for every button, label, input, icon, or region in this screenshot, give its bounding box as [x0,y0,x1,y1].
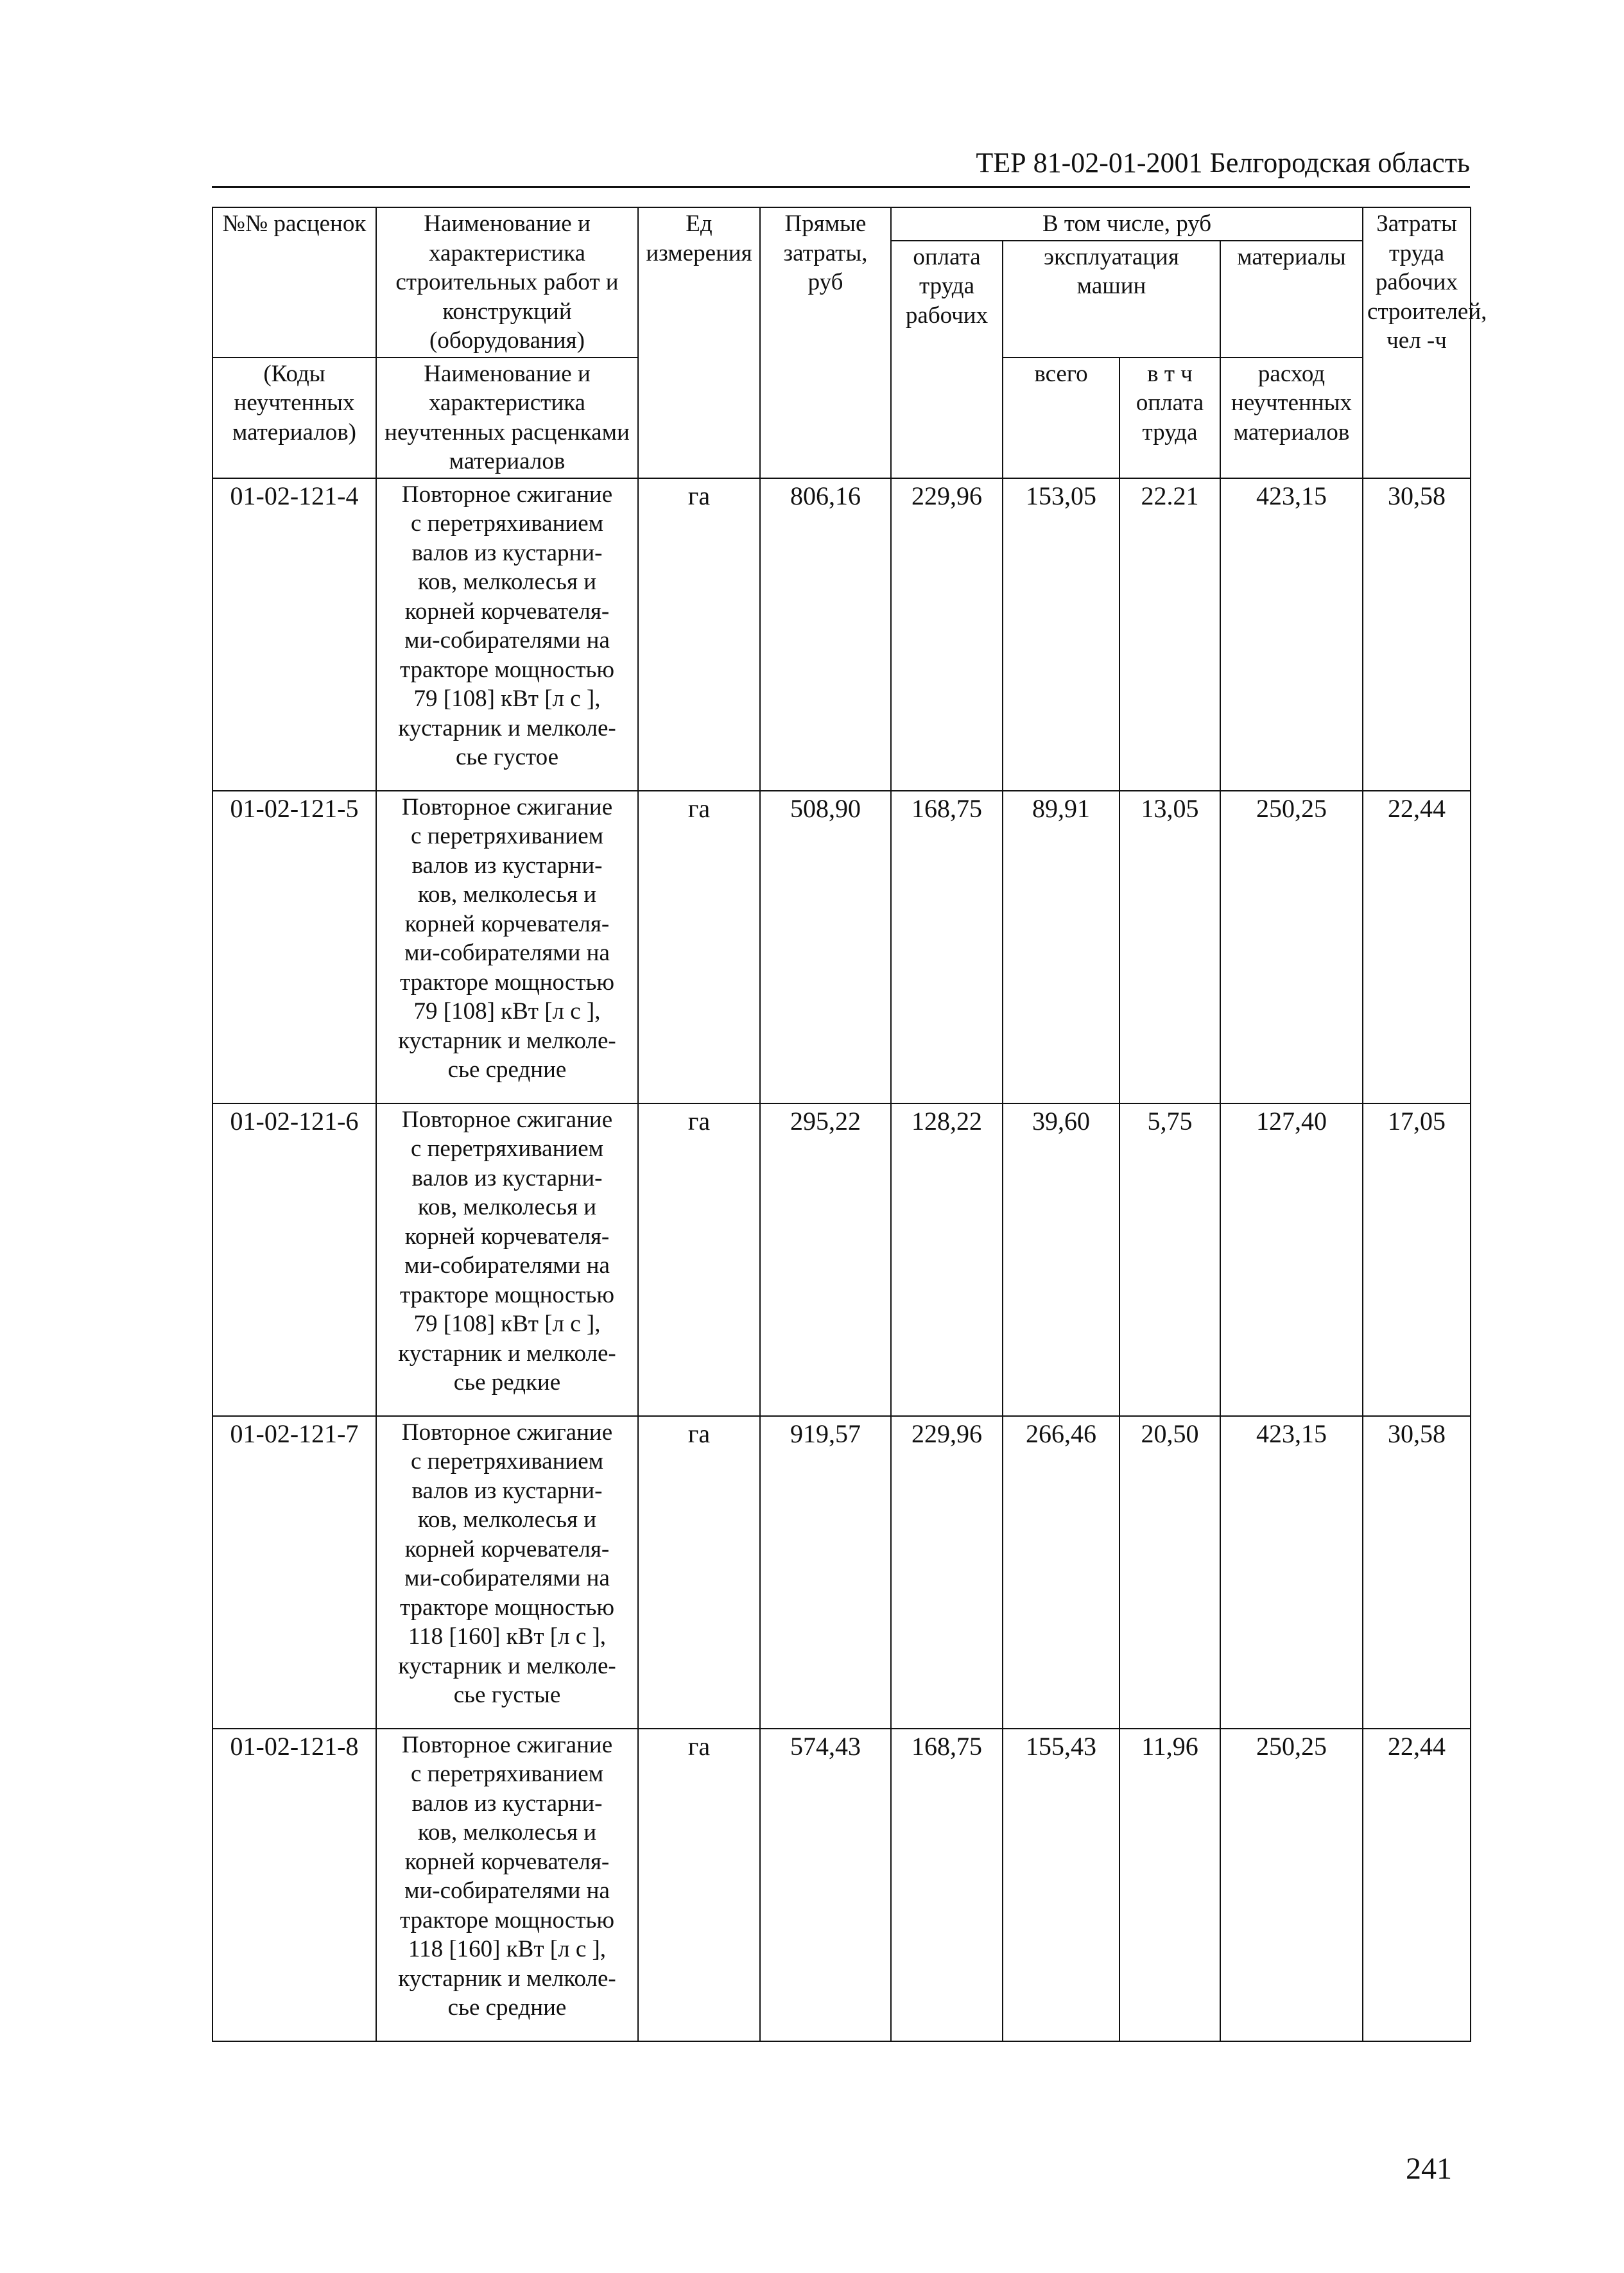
rates-table [212,207,1487,2042]
table-row [212,1103,1471,1416]
rate-direct-cost: 919,57 [760,1416,891,1729]
rate-materials: 250,25 [1220,791,1363,1103]
rate-name-line: Повторное сжигание [401,1106,613,1133]
rate-name-line: корней корчевателя- [404,1848,610,1875]
rate-machines-total: 266,46 [1003,1416,1119,1729]
rate-name-line: ми-собирателями на [404,1565,610,1591]
rate-labor: 22,44 [1363,791,1471,1103]
table-body [212,478,1471,2041]
header-code: №№ расценок [212,207,376,358]
rate-unit: га [638,1416,760,1729]
rate-name-line: сье густые [453,1682,561,1708]
rate-name-line: корней корчевателя- [404,910,610,937]
rate-machines-wages: 11,96 [1119,1729,1220,2041]
rate-name-line: тракторе мощностью [399,1281,615,1308]
rate-name-line: ков, мелколесья и [417,881,597,908]
rate-code: 01-02-121-5 [212,791,376,1103]
header-name: Наименование и характеристика строительных работ и конструкций (оборудования) [376,207,638,358]
rate-name-line: Повторное сжигание [401,793,613,820]
rate-machines-total: 155,43 [1003,1729,1119,2041]
header-machines-total: всего [1003,358,1119,478]
page-number: 241 [1406,2152,1452,2186]
rate-name-line: тракторе мощностью [399,1906,615,1933]
rate-name-line: с перетряхиванием [410,1136,604,1162]
rate-direct-cost: 508,90 [760,791,891,1103]
rate-name-line: с перетряхиванием [410,1761,604,1787]
rate-direct-cost: 806,16 [760,478,891,791]
rate-name-line: с перетряхиванием [410,823,604,849]
header-machines-wages: в т ч оплата труда [1119,358,1220,478]
rate-wages: 128,22 [891,1103,1003,1416]
table-row [212,478,1471,791]
rate-name-line: с перетряхиванием [410,1448,604,1474]
rate-machines-total: 153,05 [1003,478,1119,791]
rate-name-line: Повторное сжигание [401,481,613,508]
rate-name-line: ков, мелколесья и [417,569,597,595]
rate-name-line: кустарник и мелколе- [398,714,616,741]
rate-materials: 127,40 [1220,1103,1363,1416]
header-wages: оплата труда рабочих [891,241,1003,478]
rate-labor: 30,58 [1363,1416,1471,1729]
rate-machines-wages: 22.21 [1119,478,1220,791]
rate-name-line: кустарник и мелколе- [398,1027,616,1054]
rate-name [376,791,638,1103]
rate-machines-wages: 5,75 [1119,1103,1220,1416]
rate-name-line: ми-собирателями на [404,940,610,966]
rate-name-line: ми-собирателями на [404,1252,610,1279]
rate-name-line: валов из кустарни- [411,1164,603,1191]
rate-direct-cost: 295,22 [760,1103,891,1416]
rate-name [376,1103,638,1416]
rate-name-line: 79 [108] кВт [л с ], [413,1311,601,1337]
header-materials-sub: расход неучтенных материалов [1220,358,1363,478]
rate-unit: га [638,478,760,791]
rate-name [376,1729,638,2041]
rate-name [376,478,638,791]
rate-wages: 168,75 [891,1729,1003,2041]
rate-machines-wages: 20,50 [1119,1416,1220,1729]
rate-code: 01-02-121-6 [212,1103,376,1416]
rate-name-line: корней корчевателя- [404,1223,610,1250]
rate-machines-wages: 13,05 [1119,791,1220,1103]
rate-name-line: Повторное сжигание [401,1419,613,1446]
rate-name-line: кустарник и мелколе- [398,1965,616,1992]
rate-wages: 229,96 [891,1416,1003,1729]
rate-name-line: 118 [160] кВт [л с ], [408,1936,607,1962]
header-unit: Ед измерения [638,207,760,478]
rate-name-line: ков, мелколесья и [417,1507,597,1533]
rate-code: 01-02-121-7 [212,1416,376,1729]
header-rule [212,186,1470,188]
rate-name-line: сье средние [447,1057,567,1083]
rate-name-line: валов из кустарни- [411,852,603,879]
rate-machines-total: 89,91 [1003,791,1119,1103]
header-direct-cost: Прямые затраты, руб [760,207,891,478]
rate-name-line: ков, мелколесья и [417,1194,597,1220]
rate-name-line: сье редкие [453,1369,561,1396]
rate-name-line: сье густое [455,744,559,770]
header-labor: Затраты труда рабочих строителей, чел -ч [1363,207,1471,478]
rate-code: 01-02-121-8 [212,1729,376,2041]
rate-name-line: тракторе мощностью [399,1594,615,1621]
rate-unit: га [638,1103,760,1416]
rate-name-line: тракторе мощностью [399,656,615,683]
rate-name-line: ми-собирателями на [404,1878,610,1904]
rate-unit: га [638,1729,760,2041]
rate-labor: 22,44 [1363,1729,1471,2041]
rate-materials: 423,15 [1220,478,1363,791]
rate-name-line: ков, мелколесья и [417,1819,597,1845]
rate-name-line: валов из кустарни- [411,539,603,566]
rate-unit: га [638,791,760,1103]
header-including: В том числе, руб [891,207,1363,241]
table-row [212,1416,1471,1729]
rate-name-line: кустарник и мелколе- [398,1652,616,1679]
rate-code: 01-02-121-4 [212,478,376,791]
rate-name-line: корней корчевателя- [404,1535,610,1562]
rate-name-line: сье средние [447,1994,567,2021]
header-materials: материалы [1220,241,1363,358]
rate-name-line: 118 [160] кВт [л с ], [408,1623,607,1650]
rate-name-line: кустарник и мелколе- [398,1340,616,1367]
rate-labor: 17,05 [1363,1103,1471,1416]
rate-name-line: тракторе мощностью [399,969,615,996]
rate-name-line: с перетряхиванием [410,510,604,537]
rate-name-line: Повторное сжигание [401,1731,613,1758]
rate-name-line: корней корчевателя- [404,598,610,625]
rate-labor: 30,58 [1363,478,1471,791]
rate-materials: 250,25 [1220,1729,1363,2041]
rate-name-line: валов из кустарни- [411,1790,603,1817]
header-code-sub: (Коды неучтенных материалов) [212,358,376,478]
header-name-sub: Наименование и характеристика неучтенных расценками материалов [376,358,638,478]
rate-wages: 229,96 [891,478,1003,791]
rate-name [376,1416,638,1729]
header-machines: эксплуатация машин [1003,241,1220,358]
rate-direct-cost: 574,43 [760,1729,891,2041]
table-row [212,791,1471,1103]
rate-materials: 423,15 [1220,1416,1363,1729]
rate-name-line: 79 [108] кВт [л с ], [413,998,601,1024]
rate-wages: 168,75 [891,791,1003,1103]
document-title: ТЕР 81-02-01-2001 Белгородская область [976,147,1470,178]
rate-name-line: ми-собирателями на [404,627,610,653]
table-row [212,1729,1471,2041]
rate-name-line: валов из кустарни- [411,1477,603,1504]
table-header [212,207,1487,478]
rate-name-line: 79 [108] кВт [л с ], [413,686,601,712]
rate-machines-total: 39,60 [1003,1103,1119,1416]
